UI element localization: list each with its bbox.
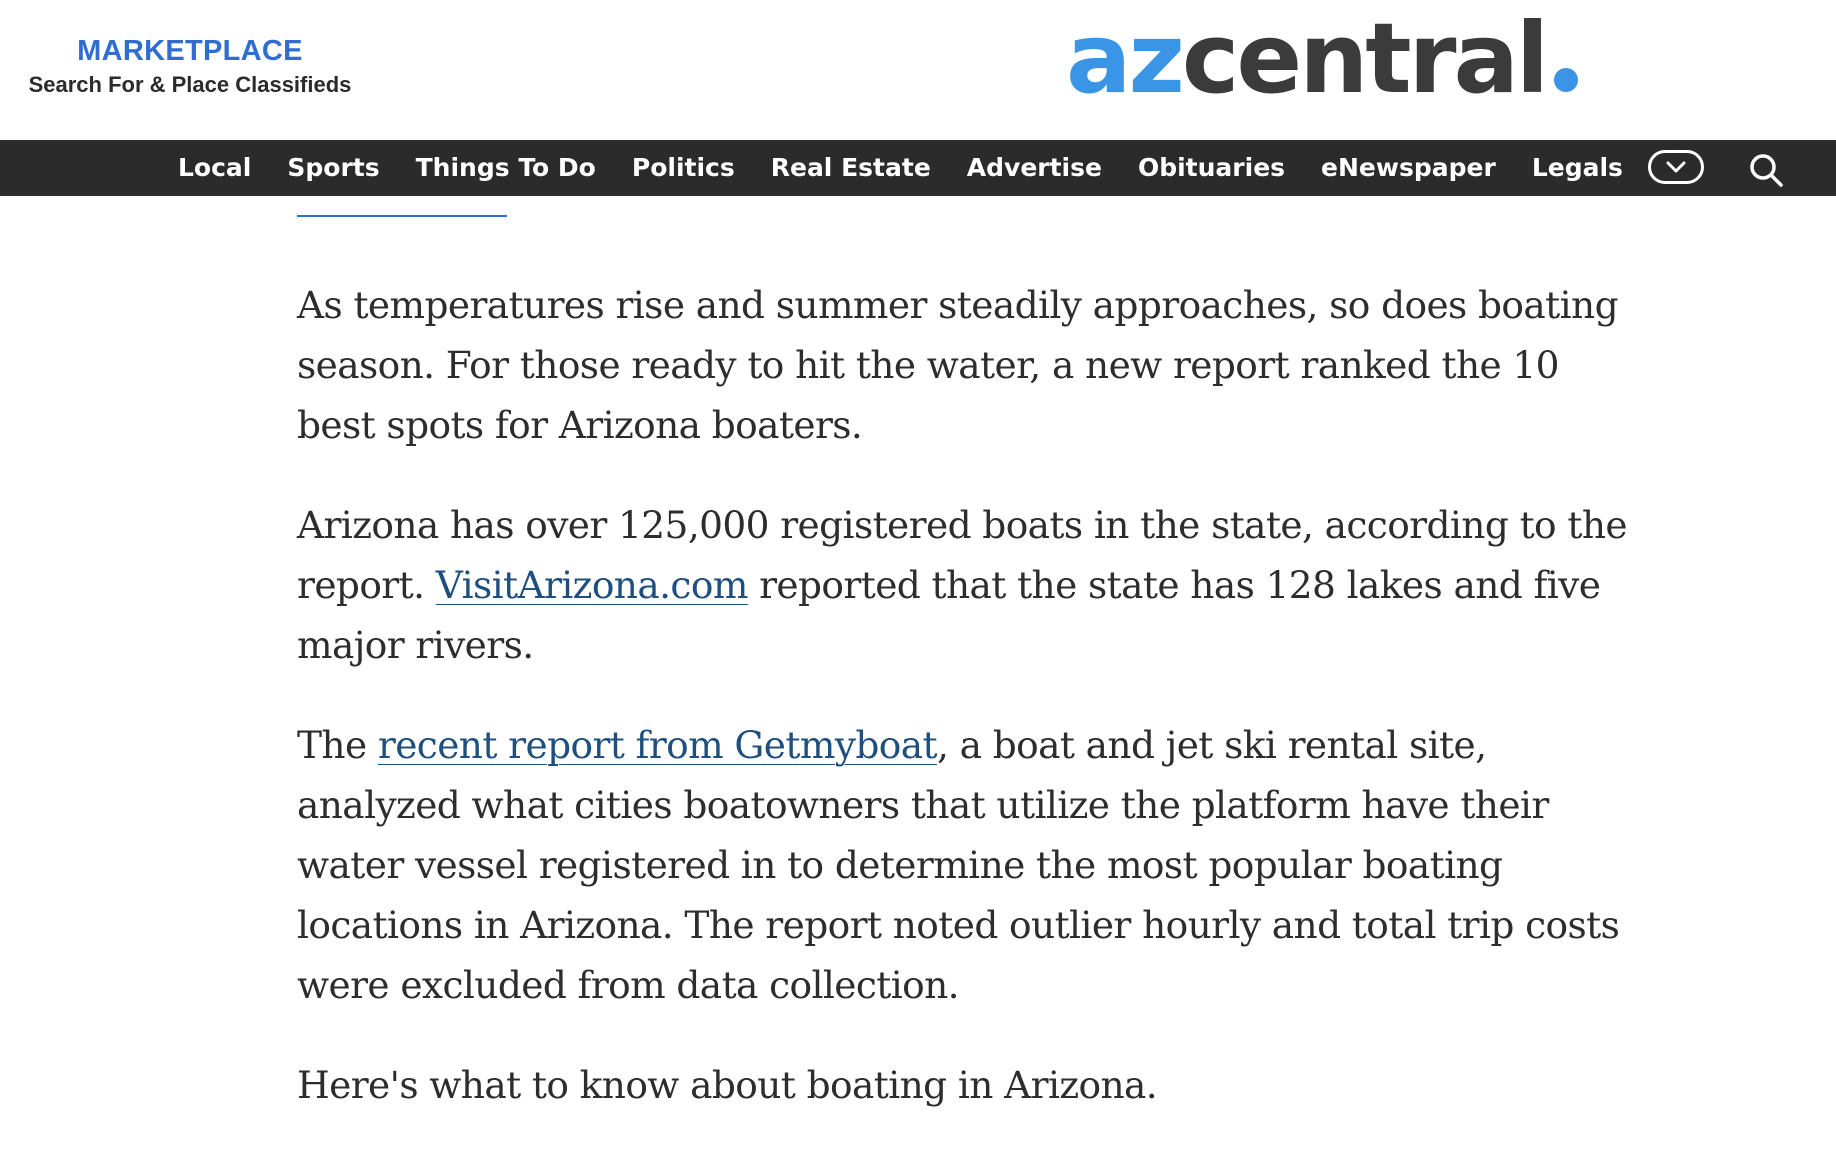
nav-item-local[interactable]: Local	[178, 153, 252, 182]
search-icon	[1748, 152, 1784, 188]
nav-item-politics[interactable]: Politics	[631, 153, 735, 182]
marketplace-link[interactable]	[10, 34, 370, 98]
nav-item-legals[interactable]: Legals	[1531, 153, 1623, 182]
logo-dot	[1554, 68, 1578, 92]
getmyboat-report-link[interactable]: recent report from Getmyboat	[377, 723, 937, 767]
paragraph-3-text-after: , a boat and jet ski rental site, analyzed what cities boatowners that utilize the platform have their water vessel registered in to determine the most popular boating locations in Arizona. The report noted outlier hourly and total trip costs were excluded from data collection.	[297, 723, 1620, 1007]
marketplace-title: MARKETPLACE	[77, 35, 303, 67]
nav-list	[160, 140, 1641, 196]
chevron-down-icon	[1665, 160, 1687, 174]
marketplace-subtitle: Search For & Place Classifieds	[28, 72, 352, 97]
azcentral-logo[interactable]	[1066, 4, 1578, 114]
paragraph-2	[297, 495, 1627, 675]
main-nav	[0, 140, 1836, 196]
logo-central: central	[1181, 2, 1547, 115]
nav-item-enewspaper[interactable]: eNewspaper	[1321, 153, 1496, 182]
paragraph-3	[297, 715, 1627, 1015]
paragraph-3-text-before: The	[297, 723, 378, 767]
nav-item-obituaries[interactable]: Obituaries	[1137, 153, 1286, 182]
paragraph-2-text-before: Arizona has over 125,000 registered boats in the state, according to the report.	[297, 503, 1627, 607]
visitarizona-link[interactable]: VisitArizona.com	[435, 563, 748, 607]
nav-item-advertise[interactable]: Advertise	[966, 153, 1102, 182]
section-accent-line	[297, 215, 507, 217]
search-button[interactable]	[1748, 152, 1784, 188]
article-body	[297, 275, 1627, 1152]
paragraph-1: As temperatures rise and summer steadily approaches, so does boating season. For those ready to hit the water, a new report ranked the 10 best spots for Arizona boaters.	[297, 283, 1618, 447]
logo-az: az	[1066, 2, 1182, 115]
nav-item-sports[interactable]: Sports	[287, 153, 380, 182]
more-menu-button[interactable]	[1648, 150, 1704, 184]
paragraph-4: Here's what to know about boating in Arizona.	[297, 1063, 1158, 1107]
nav-item-things-to-do[interactable]: Things To Do	[415, 153, 596, 182]
nav-item-real-estate[interactable]: Real Estate	[770, 153, 931, 182]
paragraph-2-text-after: reported that the state has 128 lakes and five major rivers.	[297, 563, 1601, 667]
